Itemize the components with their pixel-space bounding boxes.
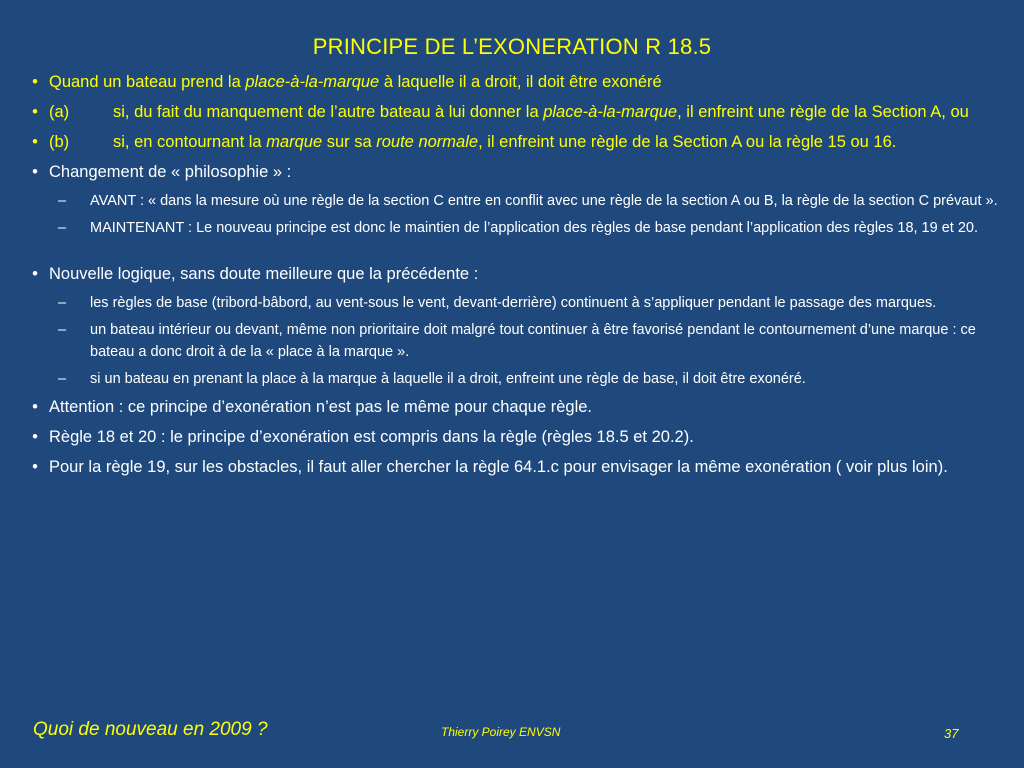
sub-bullet-text: AVANT : « dans la mesure où une règle de la section C entre en conflit avec une règle de la section A ou B, la règle de la section C prévaut ». <box>90 193 998 209</box>
bullet-text: à laquelle il a droit, il doit être exonéré <box>379 73 662 91</box>
dash-marker: – <box>58 295 67 311</box>
sub-bullet-text: les règles de base (tribord-bâbord, au vent-sous le vent, devant-derrière) continuent à s’appliquer pendant le passage des marques. <box>90 295 937 311</box>
sub-bullet-text: si un bateau en prenant la place à la marque à laquelle il a droit, enfreint une règle de base, il doit être exonéré. <box>90 371 806 387</box>
bullet-text: Règle 18 et 20 : le principe d’exonération est compris dans la règle (règles 18.5 et 20.2). <box>49 428 694 446</box>
bullet-text: Quand un bateau prend la <box>49 73 246 91</box>
page-number: 37 <box>944 726 959 741</box>
sub-bullet-maintenant <box>28 217 1014 239</box>
bullet-case-b <box>28 130 1014 154</box>
bullet-marker: • <box>32 398 38 416</box>
bullet-regle-19 <box>28 455 1014 479</box>
sub-bullet-bateau-interieur <box>28 319 1014 363</box>
bullet-marker: • <box>32 163 38 181</box>
emphasis-text: place-à-la-marque <box>245 73 380 91</box>
case-label: (b) <box>49 133 70 151</box>
dash-marker: – <box>58 322 67 338</box>
bullet-text: Pour la règle 19, sur les obstacles, il faut aller chercher la règle 64.1.c pour envisager la même exonération ( voir plus loin). <box>49 458 948 476</box>
sub-bullet-text: MAINTENANT : Le nouveau principe est donc le maintien de l’application des règles de base pendant l’application des règles 18, 19 et 20. <box>90 220 978 236</box>
bullet-changement-philosophie <box>28 160 1014 184</box>
emphasis-text: route normale <box>376 133 479 151</box>
bullet-text: Attention : ce principe d’exonération n’est pas le même pour chaque règle. <box>49 398 592 416</box>
bullet-nouvelle-logique <box>28 262 1014 286</box>
bullet-marker: • <box>32 73 38 91</box>
sub-bullet-text: un bateau intérieur ou devant, même non prioritaire doit malgré tout continuer à être favorisé pendant le contournement d’une marque : ce bateau a donc droit à de la « place à la marque ». <box>90 322 976 360</box>
bullet-text: , il enfreint une règle de la Section A, ou <box>677 103 969 121</box>
slide-content <box>28 70 1014 485</box>
sub-bullet-avant <box>28 190 1014 212</box>
bullet-marker: • <box>32 103 38 121</box>
bullet-text: , il enfreint une règle de la Section A ou la règle 15 ou 16. <box>478 133 897 151</box>
bullet-marker: • <box>32 428 38 446</box>
sub-bullet-exonere <box>28 368 1014 390</box>
dash-marker: – <box>58 220 67 236</box>
bullet-marker: • <box>32 458 38 476</box>
bullet-quand-un-bateau <box>28 70 1014 94</box>
bullet-text: Nouvelle logique, sans doute meilleure que la précédente : <box>49 265 479 283</box>
sub-bullet-regles-de-base <box>28 292 1014 314</box>
footer-presentation-title: Quoi de nouveau en 2009 ? <box>33 719 268 740</box>
bullet-case-a <box>28 100 1014 124</box>
spacer <box>28 244 1014 262</box>
bullet-text: Changement de « philosophie » : <box>49 163 292 181</box>
bullet-text: sur sa <box>322 133 377 151</box>
bullet-regle-18-20 <box>28 425 1014 449</box>
emphasis-text: place-à-la-marque <box>543 103 678 121</box>
footer-author: Thierry Poirey ENVSN <box>441 725 561 739</box>
dash-marker: – <box>58 371 67 387</box>
case-label: (a) <box>49 103 70 121</box>
slide-title: PRINCIPE DE L’EXONERATION R 18.5 <box>312 34 712 59</box>
emphasis-text: marque <box>266 133 323 151</box>
bullet-marker: • <box>32 133 38 151</box>
bullet-text: si, du fait du manquement de l’autre bateau à lui donner la <box>113 103 544 121</box>
dash-marker: – <box>58 193 67 209</box>
bullet-text: si, en contournant la <box>113 133 267 151</box>
bullet-marker: • <box>32 265 38 283</box>
bullet-attention <box>28 395 1014 419</box>
